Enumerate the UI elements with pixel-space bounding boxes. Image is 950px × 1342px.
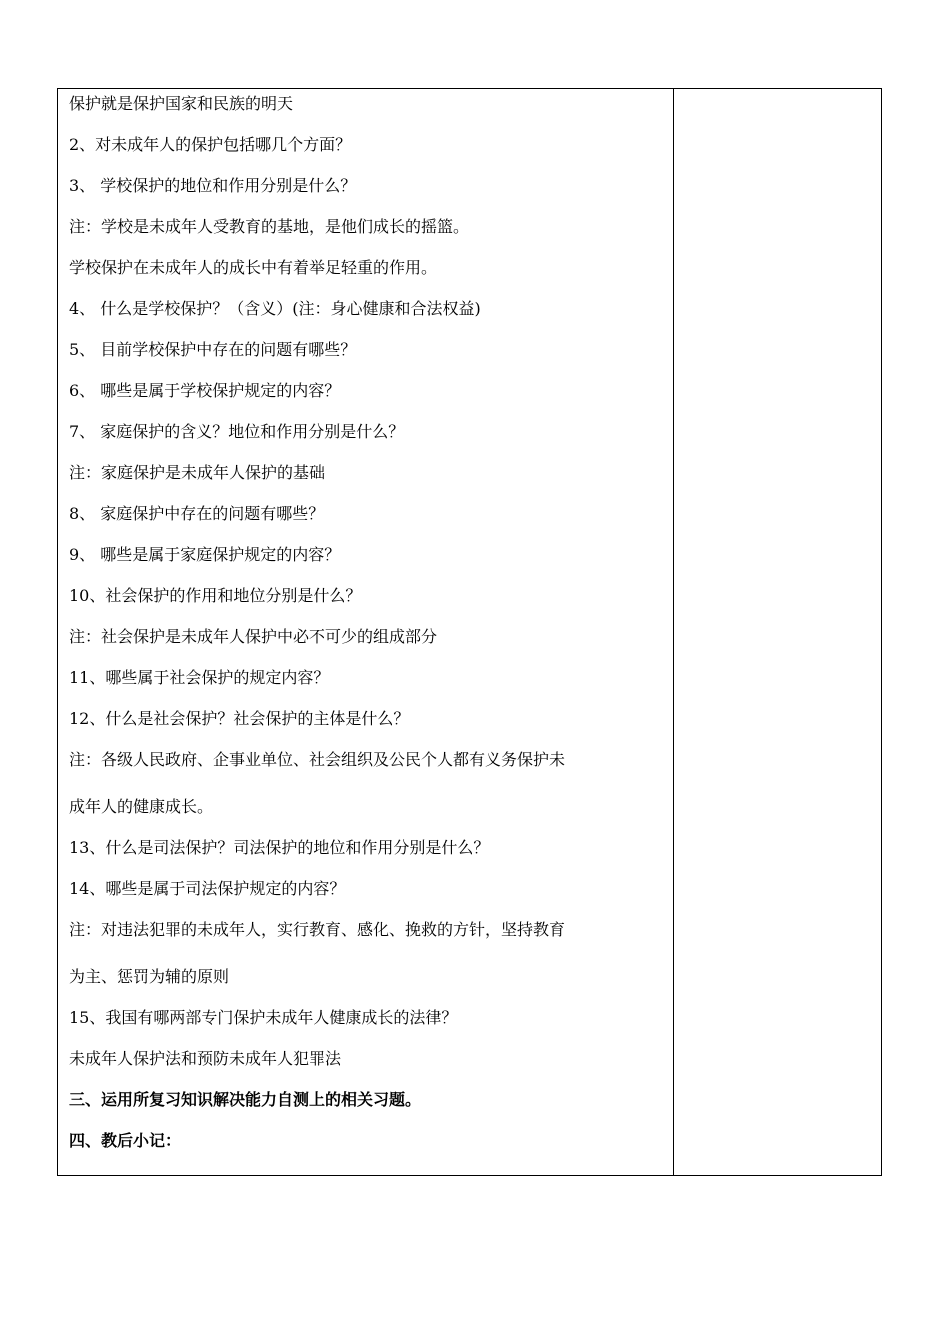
- text-line: 3、 学校保护的地位和作用分别是什么？: [69, 176, 357, 195]
- text-line: 注：家庭保护是未成年人保护的基础: [69, 463, 326, 482]
- text-line: 9、 哪些是属于家庭保护规定的内容？: [69, 545, 341, 564]
- text-line: 注：对违法犯罪的未成年人，实行教育、感化、挽救的方针，坚持教育: [69, 920, 566, 939]
- section-heading: 三、运用所复习知识解决能力自测上的相关习题。: [69, 1090, 422, 1109]
- text-line: 未成年人保护法和预防未成年人犯罪法: [69, 1049, 342, 1068]
- notes-cell: [674, 89, 881, 1175]
- text-line: 15、我国有哪两部专门保护未成年人健康成长的法律？: [69, 1008, 458, 1027]
- text-line: 注：社会保护是未成年人保护中必不可少的组成部分: [69, 627, 438, 646]
- text-line: 6、 哪些是属于学校保护规定的内容？: [69, 381, 341, 400]
- text-line: 12、什么是社会保护？社会保护的主体是什么？: [69, 709, 410, 728]
- text-line: 13、什么是司法保护？司法保护的地位和作用分别是什么？: [69, 838, 490, 857]
- text-line: 注：学校是未成年人受教育的基地，是他们成长的摇篮。: [69, 217, 470, 236]
- text-line: 注：各级人民政府、企事业单位、社会组织及公民个人都有义务保护未: [69, 750, 566, 769]
- text-line: 为主、惩罚为辅的原则: [69, 967, 230, 986]
- text-line: 学校保护在未成年人的成长中有着举足轻重的作用。: [69, 258, 438, 277]
- text-line: 成年人的健康成长。: [69, 797, 214, 816]
- text-line: 5、 目前学校保护中存在的问题有哪些？: [69, 340, 357, 359]
- lesson-table: [57, 88, 882, 1176]
- content-cell: [58, 89, 673, 1175]
- text-line: 保护就是保护国家和民族的明天: [69, 94, 294, 113]
- text-line: 11、哪些属于社会保护的规定内容？: [69, 668, 330, 687]
- text-line: 10、社会保护的作用和地位分别是什么？: [69, 586, 362, 605]
- text-line: 4、 什么是学校保护？（含义）(注：身心健康和合法权益): [69, 299, 481, 318]
- text-line: 8、 家庭保护中存在的问题有哪些？: [69, 504, 325, 523]
- section-heading: 四、教后小记：: [69, 1131, 182, 1150]
- text-line: 14、哪些是属于司法保护规定的内容？: [69, 879, 346, 898]
- text-line: 7、 家庭保护的含义？地位和作用分别是什么？: [69, 422, 405, 441]
- text-line: 2、对未成年人的保护包括哪几个方面？: [69, 135, 352, 154]
